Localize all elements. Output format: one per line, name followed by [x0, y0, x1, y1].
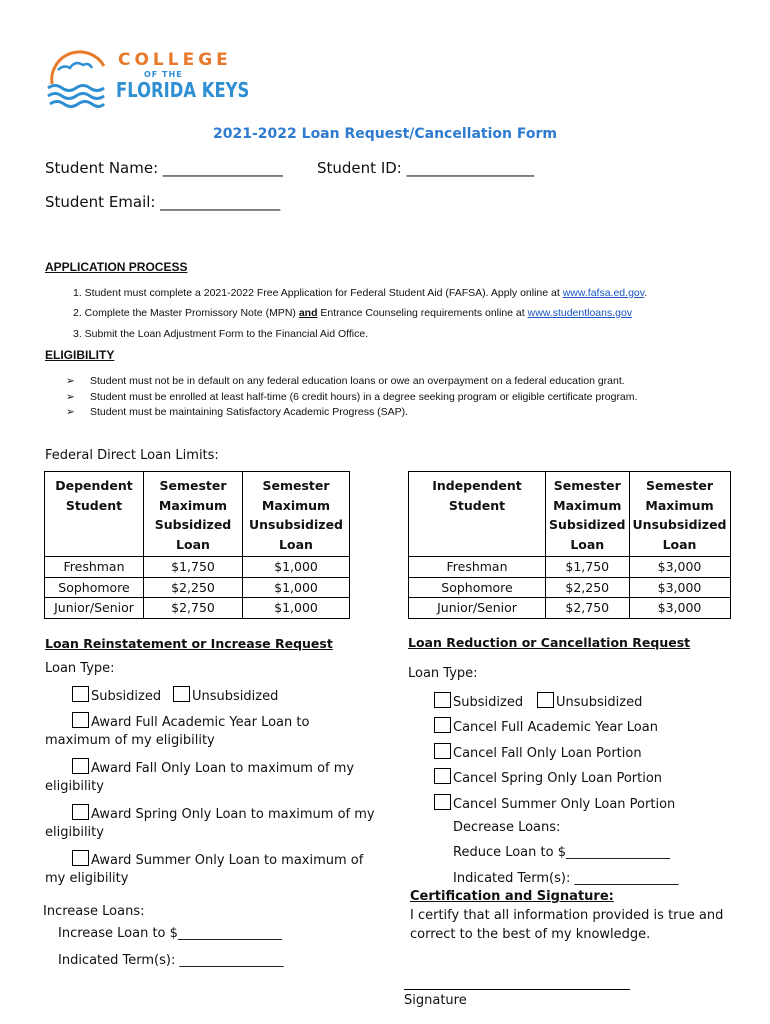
reduce-loan-amount-field[interactable]: Reduce Loan to $________________ [453, 845, 670, 860]
reduction-loan-type-label: Loan Type: [408, 666, 478, 681]
certification-text: I certify that all information provided is true and [410, 908, 724, 923]
option-label: Award Full Academic Year Loan to [91, 715, 310, 730]
option-label: Subsidized [91, 689, 162, 704]
unsubsidized-header: Semester Maximum Unsubsidized Loan [243, 472, 350, 557]
class-cell: Freshman [409, 557, 546, 578]
signature-line[interactable] [404, 989, 630, 990]
unsubsidized-cell: $3,000 [629, 577, 730, 598]
table-row [45, 557, 350, 578]
option-label: Cancel Summer Only Loan Portion [453, 797, 676, 812]
eligibility-item-text: Student must not be in default on any federal education loans or owe an overpayment on a federal education grant. [90, 375, 625, 387]
eligibility-item-text: Student must be maintaining Satisfactory Academic Progress (SAP). [90, 406, 409, 418]
dependent-student-header: Dependent Student [45, 472, 144, 557]
reduction-subsidized-option[interactable] [434, 692, 523, 710]
reduce-indicated-terms-field[interactable]: Indicated Term(s): ________________ [453, 871, 679, 886]
increase-indicated-terms-field[interactable]: Indicated Term(s): ________________ [58, 953, 284, 968]
award-spring-checkbox[interactable] [72, 804, 89, 820]
cancel-fall-checkbox[interactable] [434, 743, 451, 759]
subsidized-header: Semester Maximum Subsidized Loan [546, 472, 630, 557]
table-row [45, 598, 350, 619]
award-summer-checkbox[interactable] [72, 850, 89, 866]
option-label: Award Spring Only Loan to maximum of my [91, 807, 375, 822]
reduction-unsubsidized-option[interactable] [537, 692, 642, 710]
cancel-full-year-option[interactable] [434, 717, 658, 735]
unsubsidized-header: Semester Maximum Unsubsidized Loan [629, 472, 730, 557]
loan-limits-label: Federal Direct Loan Limits: [45, 448, 219, 463]
cancel-spring-checkbox[interactable] [434, 768, 451, 784]
table-row [45, 577, 350, 598]
dependent-loan-table [44, 471, 350, 619]
reinstate-unsubsidized-checkbox[interactable] [173, 686, 190, 702]
reduction-heading: Loan Reduction or Cancellation Request [408, 635, 691, 650]
step-1-text: 1. Student must complete a 2021-2022 Free Application for Federal Student Aid (FAFSA). Apply online at [73, 287, 563, 299]
certification-heading: Certification and Signature: [410, 889, 614, 904]
table-row [409, 598, 731, 619]
table-header-row [409, 472, 731, 557]
option-label-cont: eligibility [45, 825, 104, 840]
logo-college-text: COLLEGE [118, 50, 232, 70]
award-summer-option[interactable] [72, 850, 363, 868]
class-cell: Sophomore [45, 577, 144, 598]
application-step-3: 3. Submit the Loan Adjustment Form to the Financial Aid Office. [73, 328, 369, 340]
class-cell: Junior/Senior [409, 598, 546, 619]
option-label: Subsidized [453, 695, 524, 710]
option-label: Award Summer Only Loan to maximum of [91, 853, 364, 868]
reinstate-subsidized-option[interactable] [72, 686, 161, 704]
option-label: Cancel Full Academic Year Loan [453, 720, 658, 735]
cancel-spring-option[interactable] [434, 768, 662, 786]
subsidized-cell: $2,250 [546, 577, 630, 598]
unsubsidized-cell: $3,000 [629, 557, 730, 578]
option-label-cont: maximum of my eligibility [45, 733, 215, 748]
application-step-2 [73, 307, 632, 319]
reinstate-subsidized-checkbox[interactable] [72, 686, 89, 702]
signature-label: Signature [404, 993, 467, 1008]
eligibility-item [66, 406, 408, 418]
cancel-summer-option[interactable] [434, 794, 675, 812]
eligibility-item-text: Student must be enrolled at least half-time (6 credit hours) in a degree seeking program or eligible certificate program. [90, 391, 638, 403]
arrow-bullet-icon: ➢ [66, 406, 75, 418]
award-spring-option[interactable] [72, 804, 375, 822]
unsubsidized-cell: $3,000 [629, 598, 730, 619]
step-2-and: and [298, 307, 318, 319]
eligibility-item [66, 391, 637, 403]
application-process-heading: APPLICATION PROCESS [45, 260, 188, 274]
student-id-field[interactable]: Student ID: _________________ [317, 159, 535, 177]
college-logo [44, 44, 250, 114]
cancel-fall-option[interactable] [434, 743, 642, 761]
step-2-text: 2. Complete the Master Promissory Note (MPN) [73, 307, 299, 319]
option-label: Cancel Fall Only Loan Portion [453, 746, 642, 761]
student-name-field[interactable]: Student Name: ________________ [45, 159, 283, 177]
award-fall-option[interactable] [72, 758, 354, 776]
award-fall-checkbox[interactable] [72, 758, 89, 774]
decrease-loans-label: Decrease Loans: [453, 820, 561, 835]
logo-florida-keys-text: FLORIDA KEYS [116, 78, 250, 102]
independent-loan-table [408, 471, 731, 619]
reinstate-loan-type-label: Loan Type: [45, 661, 115, 676]
option-label: Award Fall Only Loan to maximum of my [91, 761, 355, 776]
arrow-bullet-icon: ➢ [66, 391, 75, 403]
logo-of-the-text: OF THE [144, 70, 183, 79]
table-row [409, 577, 731, 598]
class-cell: Sophomore [409, 577, 546, 598]
increase-loans-label: Increase Loans: [43, 904, 145, 919]
unsubsidized-cell: $1,000 [243, 577, 350, 598]
option-label: Cancel Spring Only Loan Portion [453, 771, 663, 786]
subsidized-header: Semester Maximum Subsidized Loan [144, 472, 243, 557]
fafsa-link[interactable]: www.fafsa.ed.gov [562, 287, 645, 299]
certification-text-cont: correct to the best of my knowledge. [410, 927, 651, 942]
subsidized-cell: $1,750 [144, 557, 243, 578]
cancel-summer-checkbox[interactable] [434, 794, 451, 810]
increase-loan-amount-field[interactable]: Increase Loan to $________________ [58, 926, 282, 941]
independent-student-header: Independent Student [409, 472, 546, 557]
subsidized-cell: $1,750 [546, 557, 630, 578]
studentloans-link[interactable]: www.studentloans.gov [527, 307, 633, 319]
arrow-bullet-icon: ➢ [66, 375, 75, 387]
class-cell: Junior/Senior [45, 598, 144, 619]
table-row [409, 557, 731, 578]
option-label-cont: eligibility [45, 779, 104, 794]
reinstate-unsubsidized-option[interactable] [173, 686, 278, 704]
form-title: 2021-2022 Loan Request/Cancellation Form [213, 126, 557, 142]
reduction-unsubsidized-checkbox[interactable] [537, 692, 554, 708]
award-full-year-option[interactable] [72, 712, 309, 730]
reduction-subsidized-checkbox[interactable] [434, 692, 451, 708]
student-email-field[interactable]: Student Email: ________________ [45, 193, 281, 211]
table-header-row [45, 472, 350, 557]
unsubsidized-cell: $1,000 [243, 598, 350, 619]
step-1-end: . [644, 287, 648, 299]
subsidized-cell: $2,750 [144, 598, 243, 619]
application-step-1 [73, 287, 647, 299]
subsidized-cell: $2,250 [144, 577, 243, 598]
eligibility-item [66, 375, 625, 387]
cancel-full-year-checkbox[interactable] [434, 717, 451, 733]
option-label-cont: my eligibility [45, 871, 129, 886]
eligibility-heading: ELIGIBILITY [45, 348, 115, 362]
reinstatement-heading: Loan Reinstatement or Increase Request [45, 636, 333, 651]
step-2-text-b: Entrance Counseling requirements online at [317, 307, 528, 319]
award-full-year-checkbox[interactable] [72, 712, 89, 728]
subsidized-cell: $2,750 [546, 598, 630, 619]
unsubsidized-cell: $1,000 [243, 557, 350, 578]
option-label: Unsubsidized [556, 695, 643, 710]
class-cell: Freshman [45, 557, 144, 578]
option-label: Unsubsidized [192, 689, 279, 704]
